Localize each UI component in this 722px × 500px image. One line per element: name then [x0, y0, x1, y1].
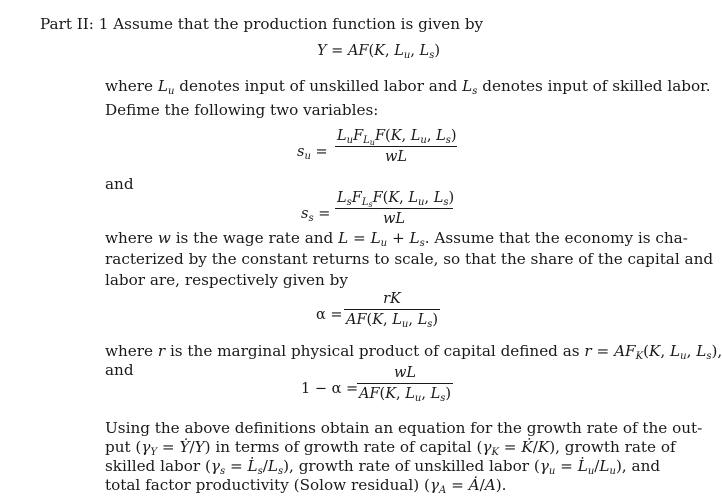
production-function: Y = AF(K, $L_u$, $L_s$) — [317, 43, 440, 61]
closing-text: ). — [495, 476, 507, 494]
marginal-product-line: where r is the marginal physical product of capital defined as $r = AF_K(K$, $L_u$, $L_s$), — [105, 342, 722, 362]
alpha-lhs: α = — [316, 307, 343, 323]
su-numerator: $L_uF_{L_u}F(K$, $L_u$, $L_s$) — [337, 128, 457, 147]
and-text-2: and — [105, 361, 134, 379]
question-line-3: skilled labor ($\gamma_s$ = $L̇_s/L_s$), growth rate of unskilled labor ($\gamma_u$ = $L̇_u/L_u$), and — [105, 457, 661, 477]
crs-line-2: racterized by the constant returns to scale, so that the share of the capital and — [105, 250, 714, 268]
marginal-product-text: is the marginal physical product of capital defined as — [169, 342, 580, 360]
su-fraction — [335, 128, 457, 165]
where-text: where — [105, 77, 158, 95]
capital-growth-text: ) in terms of growth rate of capital ( — [204, 438, 483, 456]
ss-fraction — [335, 190, 453, 227]
problem-heading-line — [40, 14, 483, 34]
wage-rate-text: is the wage rate and — [175, 229, 334, 247]
problem-heading: Part II: 1 — [40, 15, 109, 33]
where-text-2: where — [105, 229, 154, 247]
put-text: put ( — [105, 438, 142, 456]
one-minus-alpha-denominator: AF(K, $L_u$, $L_s$) — [358, 386, 452, 404]
su-denominator: wL — [384, 149, 408, 165]
unskilled-labor-text: denotes input of unskilled labor and — [179, 77, 458, 95]
one-minus-alpha-numerator: wL — [357, 365, 453, 384]
ss-denominator: wL — [382, 211, 406, 227]
ss-numerator: $L_sF_{L_s}F(K$, $L_u$, $L_s$) — [337, 190, 455, 209]
skilled-labor-text: denotes input of skilled labor. — [482, 77, 711, 95]
where-text-3: where — [105, 342, 154, 360]
ss-lhs: $s_s$ = — [301, 206, 331, 224]
question-line-4: total factor productivity (Solow residual) ($\gamma_A$ = Ȧ/A). — [105, 476, 507, 496]
growth-rate-of-text: ), growth rate of — [549, 438, 676, 456]
question-line-1: Using the above definitions obtain an equation for the growth rate of the out- — [105, 419, 703, 437]
and-text-3: ), and — [615, 457, 661, 475]
question-line-2: put ($\gamma_Y$ = Ẏ/Y) in terms of growth rate of capital ($\gamma_K$ = K̇/K), growth rate of — [105, 438, 676, 458]
one-minus-alpha-fraction — [357, 365, 453, 402]
alpha-numerator: rK — [344, 291, 440, 310]
tfp-text: total factor productivity (Solow residual) ( — [105, 476, 430, 494]
crs-line-3: labor are, respectively given by — [105, 271, 348, 289]
su-lhs: $s_u$ = — [297, 144, 328, 162]
wage-rate-line: where w is the wage rate and $L = L_u + L_s$. Assume that the economy is cha- — [105, 229, 688, 249]
unskilled-labor-growth-text: ), growth rate of unskilled labor ( — [283, 457, 540, 475]
where-labor-line: where $L_u$ denotes input of unskilled labor and $L_s$ denotes input of skilled labor. — [105, 77, 711, 97]
skilled-labor-growth-text: skilled labor ( — [105, 457, 211, 475]
define-variables-line: Defime the following two variables: — [105, 101, 379, 119]
alpha-denominator: AF(K, $L_u$, $L_s$) — [345, 312, 439, 330]
crs-text: . Assume that the economy is cha- — [424, 229, 688, 247]
and-text-1: and — [105, 175, 134, 193]
alpha-fraction — [344, 291, 440, 328]
problem-intro: Assume that the production function is given by — [113, 15, 484, 33]
one-minus-alpha-lhs: 1 − α = — [301, 381, 359, 397]
